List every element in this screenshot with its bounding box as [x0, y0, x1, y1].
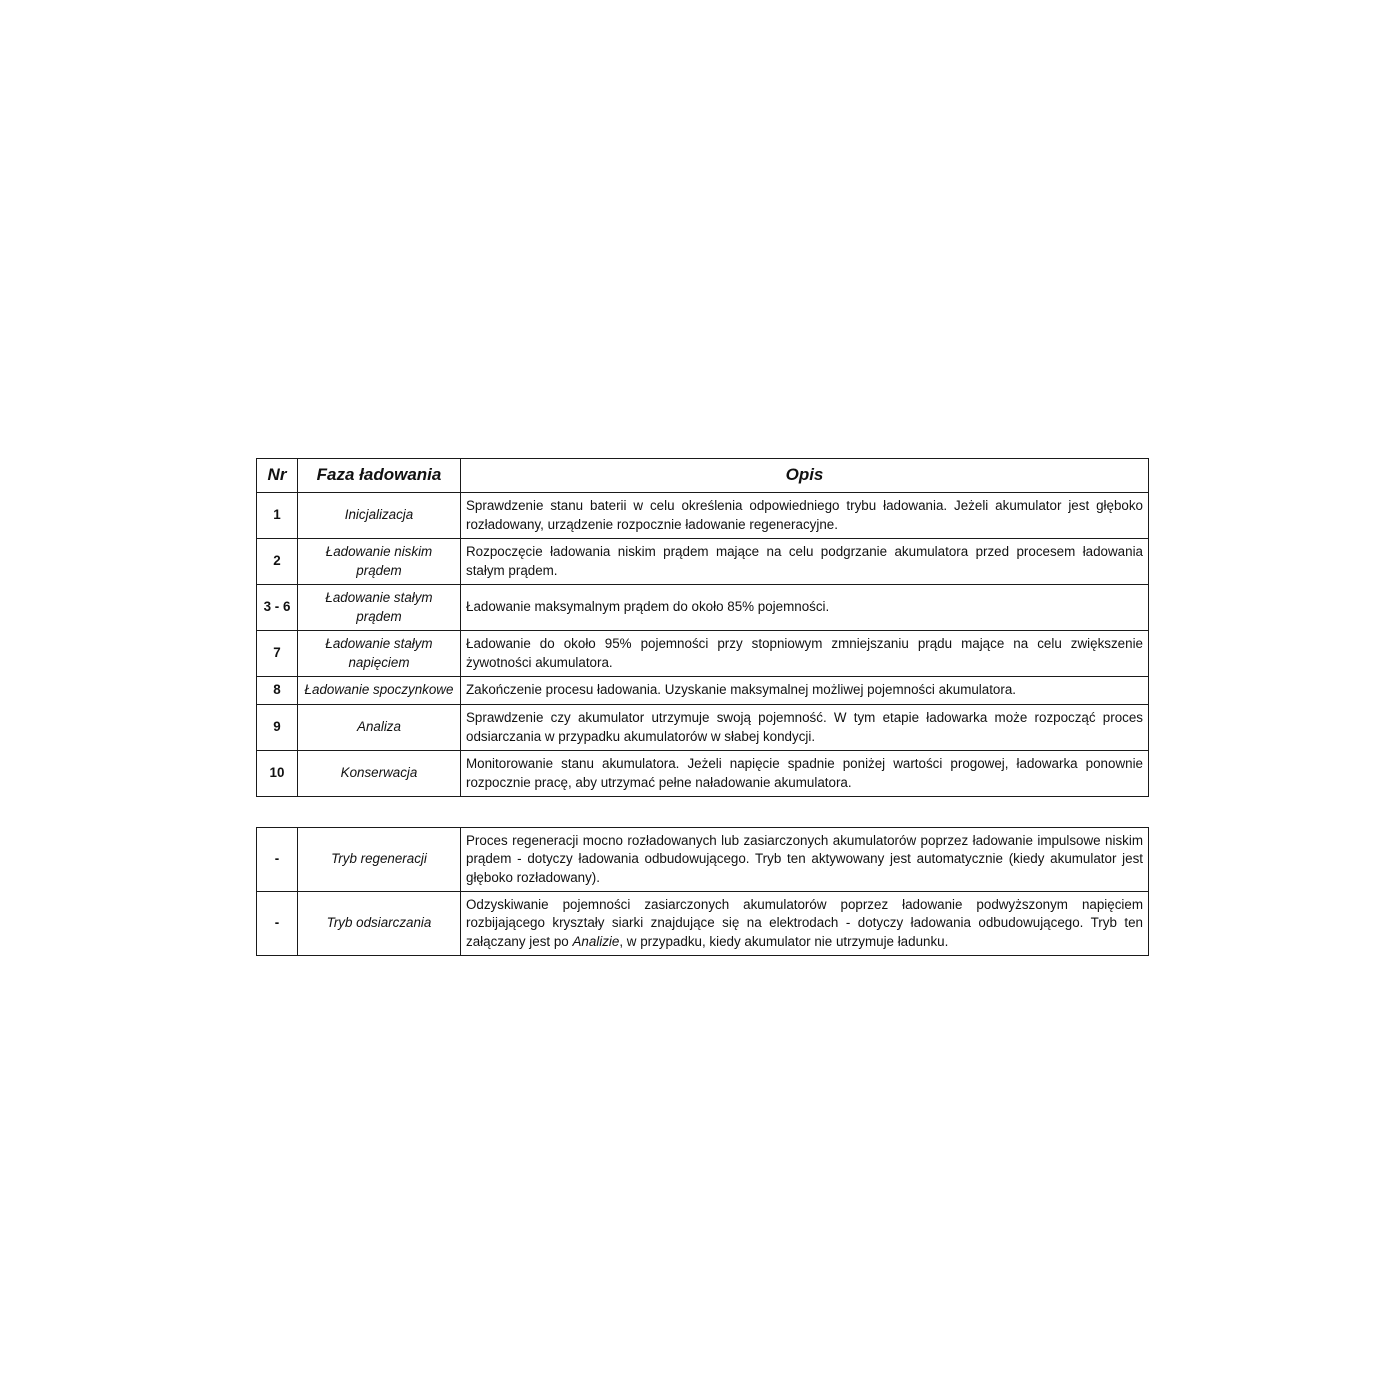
header-description: Opis	[461, 459, 1149, 493]
table-row	[257, 677, 1149, 705]
row-phase: Analiza	[298, 705, 461, 751]
row-nr: 2	[257, 539, 298, 585]
row-nr: 10	[257, 751, 298, 797]
table-row	[257, 539, 1149, 585]
description-text: Odzyskiwanie pojemności zasiarczonych akumulatorów poprzez ładowanie podwyższonym napięciem rozbijającego kryształy siarki znajdujące się na elektrodach - dotyczy ładowania odbudowującego. Tryb ten załączany jest po	[466, 896, 1143, 949]
row-nr: 3 - 6	[257, 585, 298, 631]
row-nr: 8	[257, 677, 298, 705]
row-description: Rozpoczęcie ładowania niskim prądem mające na celu podgrzanie akumulatora przed procesem ładowania stałym prądem.	[461, 539, 1149, 585]
row-phase: Ładowanie spoczynkowe	[298, 677, 461, 705]
row-phase: Ładowanie stałym napięciem	[298, 631, 461, 677]
table-row	[257, 631, 1149, 677]
row-description: Monitorowanie stanu akumulatora. Jeżeli napięcie spadnie poniżej wartości progowej, ładowarka ponownie rozpocznie pracę, aby utrzymać pełne naładowanie akumulatora.	[461, 751, 1149, 797]
row-phase: Ładowanie niskim prądem	[298, 539, 461, 585]
row-description: Ładowanie do około 95% pojemności przy stopniowym zmniejszaniu prądu mające na celu zwiększenie żywotności akumulatora.	[461, 631, 1149, 677]
row-description	[461, 892, 1149, 956]
row-phase: Konserwacja	[298, 751, 461, 797]
row-nr: -	[257, 828, 298, 892]
row-nr: 1	[257, 493, 298, 539]
table-row	[257, 751, 1149, 797]
row-description: Ładowanie maksymalnym prądem do około 85% pojemności.	[461, 585, 1149, 631]
row-nr: -	[257, 892, 298, 956]
row-nr: 7	[257, 631, 298, 677]
row-description: Proces regeneracji mocno rozładowanych lub zasiarczonych akumulatorów poprzez ładowanie impulsowe niskim prądem - dotyczy ładowania odbudowującego. Tryb ten aktywowany jest automatycznie (kiedy akumulator jest głęboko rozładowany).	[461, 828, 1149, 892]
row-description: Sprawdzenie stanu baterii w celu określenia odpowiedniego trybu ładowania. Jeżeli akumulator jest głęboko rozładowany, urządzenie rozpocznie ładowanie regeneracyjne.	[461, 493, 1149, 539]
header-nr: Nr	[257, 459, 298, 493]
row-phase: Tryb odsiarczania	[298, 892, 461, 956]
row-phase: Inicjalizacja	[298, 493, 461, 539]
table-header-row	[257, 459, 1149, 493]
charging-modes-table	[256, 827, 1149, 956]
row-description: Zakończenie procesu ładowania. Uzyskanie maksymalnej możliwej pojemności akumulatora.	[461, 677, 1149, 705]
table-row	[257, 705, 1149, 751]
analysis-reference: Analizie	[572, 933, 620, 949]
row-nr: 9	[257, 705, 298, 751]
table-row	[257, 828, 1149, 892]
row-description: Sprawdzenie czy akumulator utrzymuje swoją pojemność. W tym etapie ładowarka może rozpocząć proces odsiarczania w przypadku akumulatorów w słabej kondycji.	[461, 705, 1149, 751]
table-row	[257, 892, 1149, 956]
table-row	[257, 493, 1149, 539]
row-phase: Ładowanie stałym prądem	[298, 585, 461, 631]
charging-stages-table	[256, 458, 1149, 797]
table-row	[257, 585, 1149, 631]
description-text: , w przypadku, kiedy akumulator nie utrzymuje ładunku.	[619, 933, 949, 949]
header-phase: Faza ładowania	[298, 459, 461, 493]
row-phase: Tryb regeneracji	[298, 828, 461, 892]
